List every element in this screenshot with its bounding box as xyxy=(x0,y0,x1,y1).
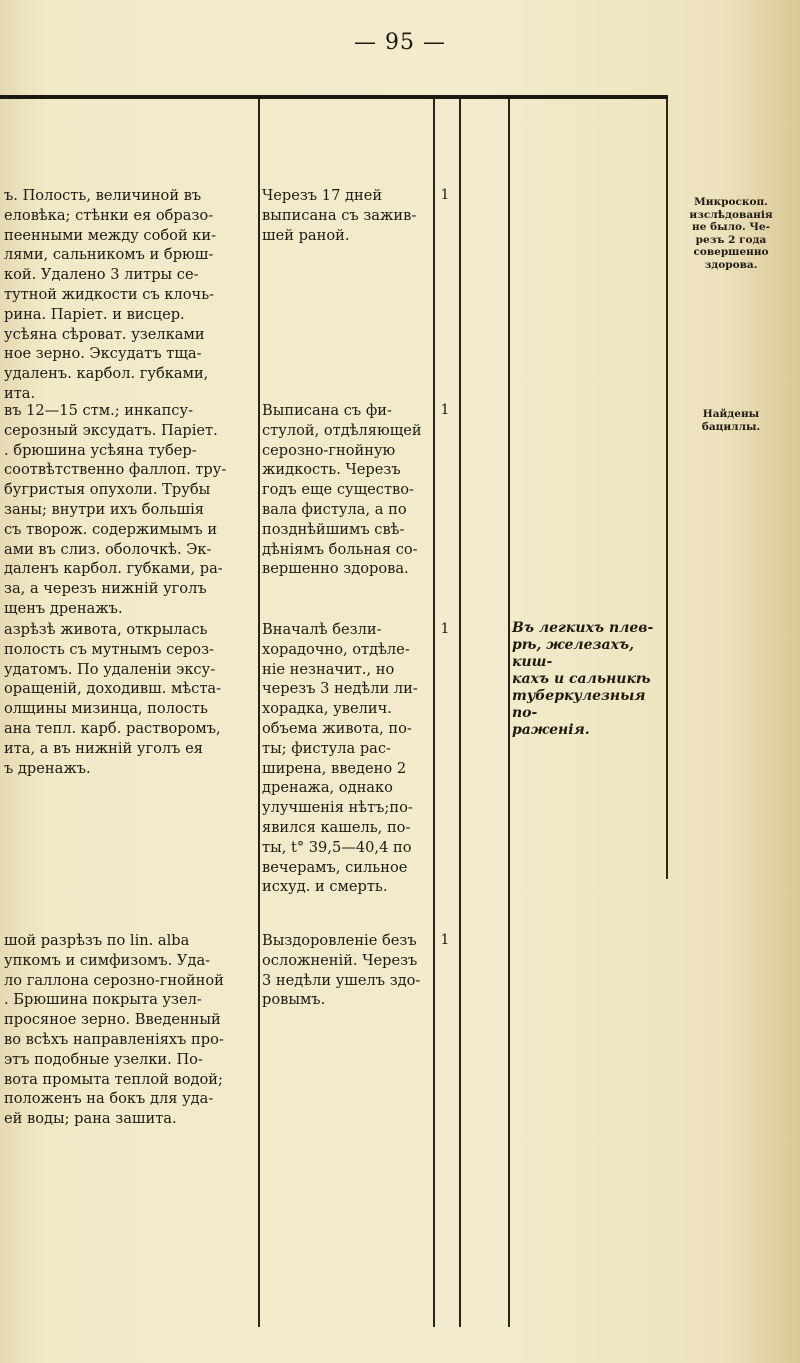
table-row-3-count: 1 xyxy=(440,621,450,637)
table-row-1-note: Микроскоп. изслѣдованія не было. Че- резъ 2 года совершенно здорова. xyxy=(689,196,773,271)
table-row-4-count: 1 xyxy=(440,932,450,948)
table-row-3-operation: азрѣзѣ живота, открылась полость съ мутнымъ сероз- удатомъ. По удаленіи эксу- оращеній, доходивш. мѣста- олщины мизинца, полость ана тепл. карб. растворомъ, ита, а въ нижній уголъ ея ъ дренажъ. xyxy=(4,621,222,777)
page-number: — 95 — xyxy=(354,30,446,55)
table-row-1-result: Черезъ 17 дней выписана съ зажив- шей раной. xyxy=(262,187,417,244)
table-row-3-result: Вначалѣ безли- хорадочно, отдѣле- ніе незначит., но черезъ 3 недѣли ли- хорадка, увелич. объема живота, по- ты; фистула рас- ширена, введено 2 дренажа, однако улучшенія нѣтъ;по- явился кашель, по- ты, t° 39,5—40,4 по вечерамъ, сильное исхуд. и смерть. xyxy=(262,621,418,896)
table-row-1-count: 1 xyxy=(440,187,450,203)
column-rule xyxy=(459,99,461,1327)
column-rule xyxy=(508,99,510,1327)
table-row-2-note: Найдены бациллы. xyxy=(701,408,761,433)
table-row-2-operation: въ 12—15 стм.; инкапсу- серозный эксудатъ. Паріет. . брюшина усѣяна тубер- соотвѣтственно фаллоп. тру- бугристыя опухоли. Трубы заны; внутри ихъ большія съ творож. содержимымъ и ами въ слиз. оболочкѣ. Эк- даленъ карбол. губками, ра- за, а черезъ нижній уголъ щенъ дренажъ. xyxy=(4,402,227,617)
table-top-rule xyxy=(0,95,668,99)
column-rule xyxy=(258,99,260,1327)
table-row-2-count: 1 xyxy=(440,402,450,418)
table-row-1-operation: ъ. Полость, величиной въ еловѣка; стѣнки ея образо- пеенными между собой ки- лями, сальникомъ и брюш- кой. Удалено 3 литры се- тутной жидкости съ клочь- рина. Паріет. и висцер. усѣяна сѣроват. узелками ное зерно. Эксудатъ тща- удаленъ. карбол. губками, ита. xyxy=(4,187,217,402)
column-rule xyxy=(433,99,435,1327)
table-row-4-operation: шой разрѣзъ по lin. alba упкомъ и симфизомъ. Уда- ло галлона серозно-гнойной . Брюшина покрыта узел- просяное зерно. Введенный во всѣхъ направленіяхъ про- этъ подобные узелки. По- вота промыта теплой водой; положенъ на бокъ для уда- ей воды; рана зашита. xyxy=(4,932,224,1128)
table-row-4-result: Выздоровленіе безъ осложненій. Черезъ 3 недѣли ушелъ здо- ровымъ. xyxy=(262,932,421,1009)
table-row-2-result: Выписана съ фи- стулой, отдѣляющей серозно-гнойную жидкость. Черезъ годъ еще существо- вала фистула, а по позднѣйшимъ свѣ- дѣніямъ больная со- вершенно здорова. xyxy=(262,402,422,578)
table-row-3-findings: Въ легкихъ плев- рѣ, железахъ, киш- кахъ и сальникѣ туберкулезныя по- раженія. xyxy=(512,620,654,738)
